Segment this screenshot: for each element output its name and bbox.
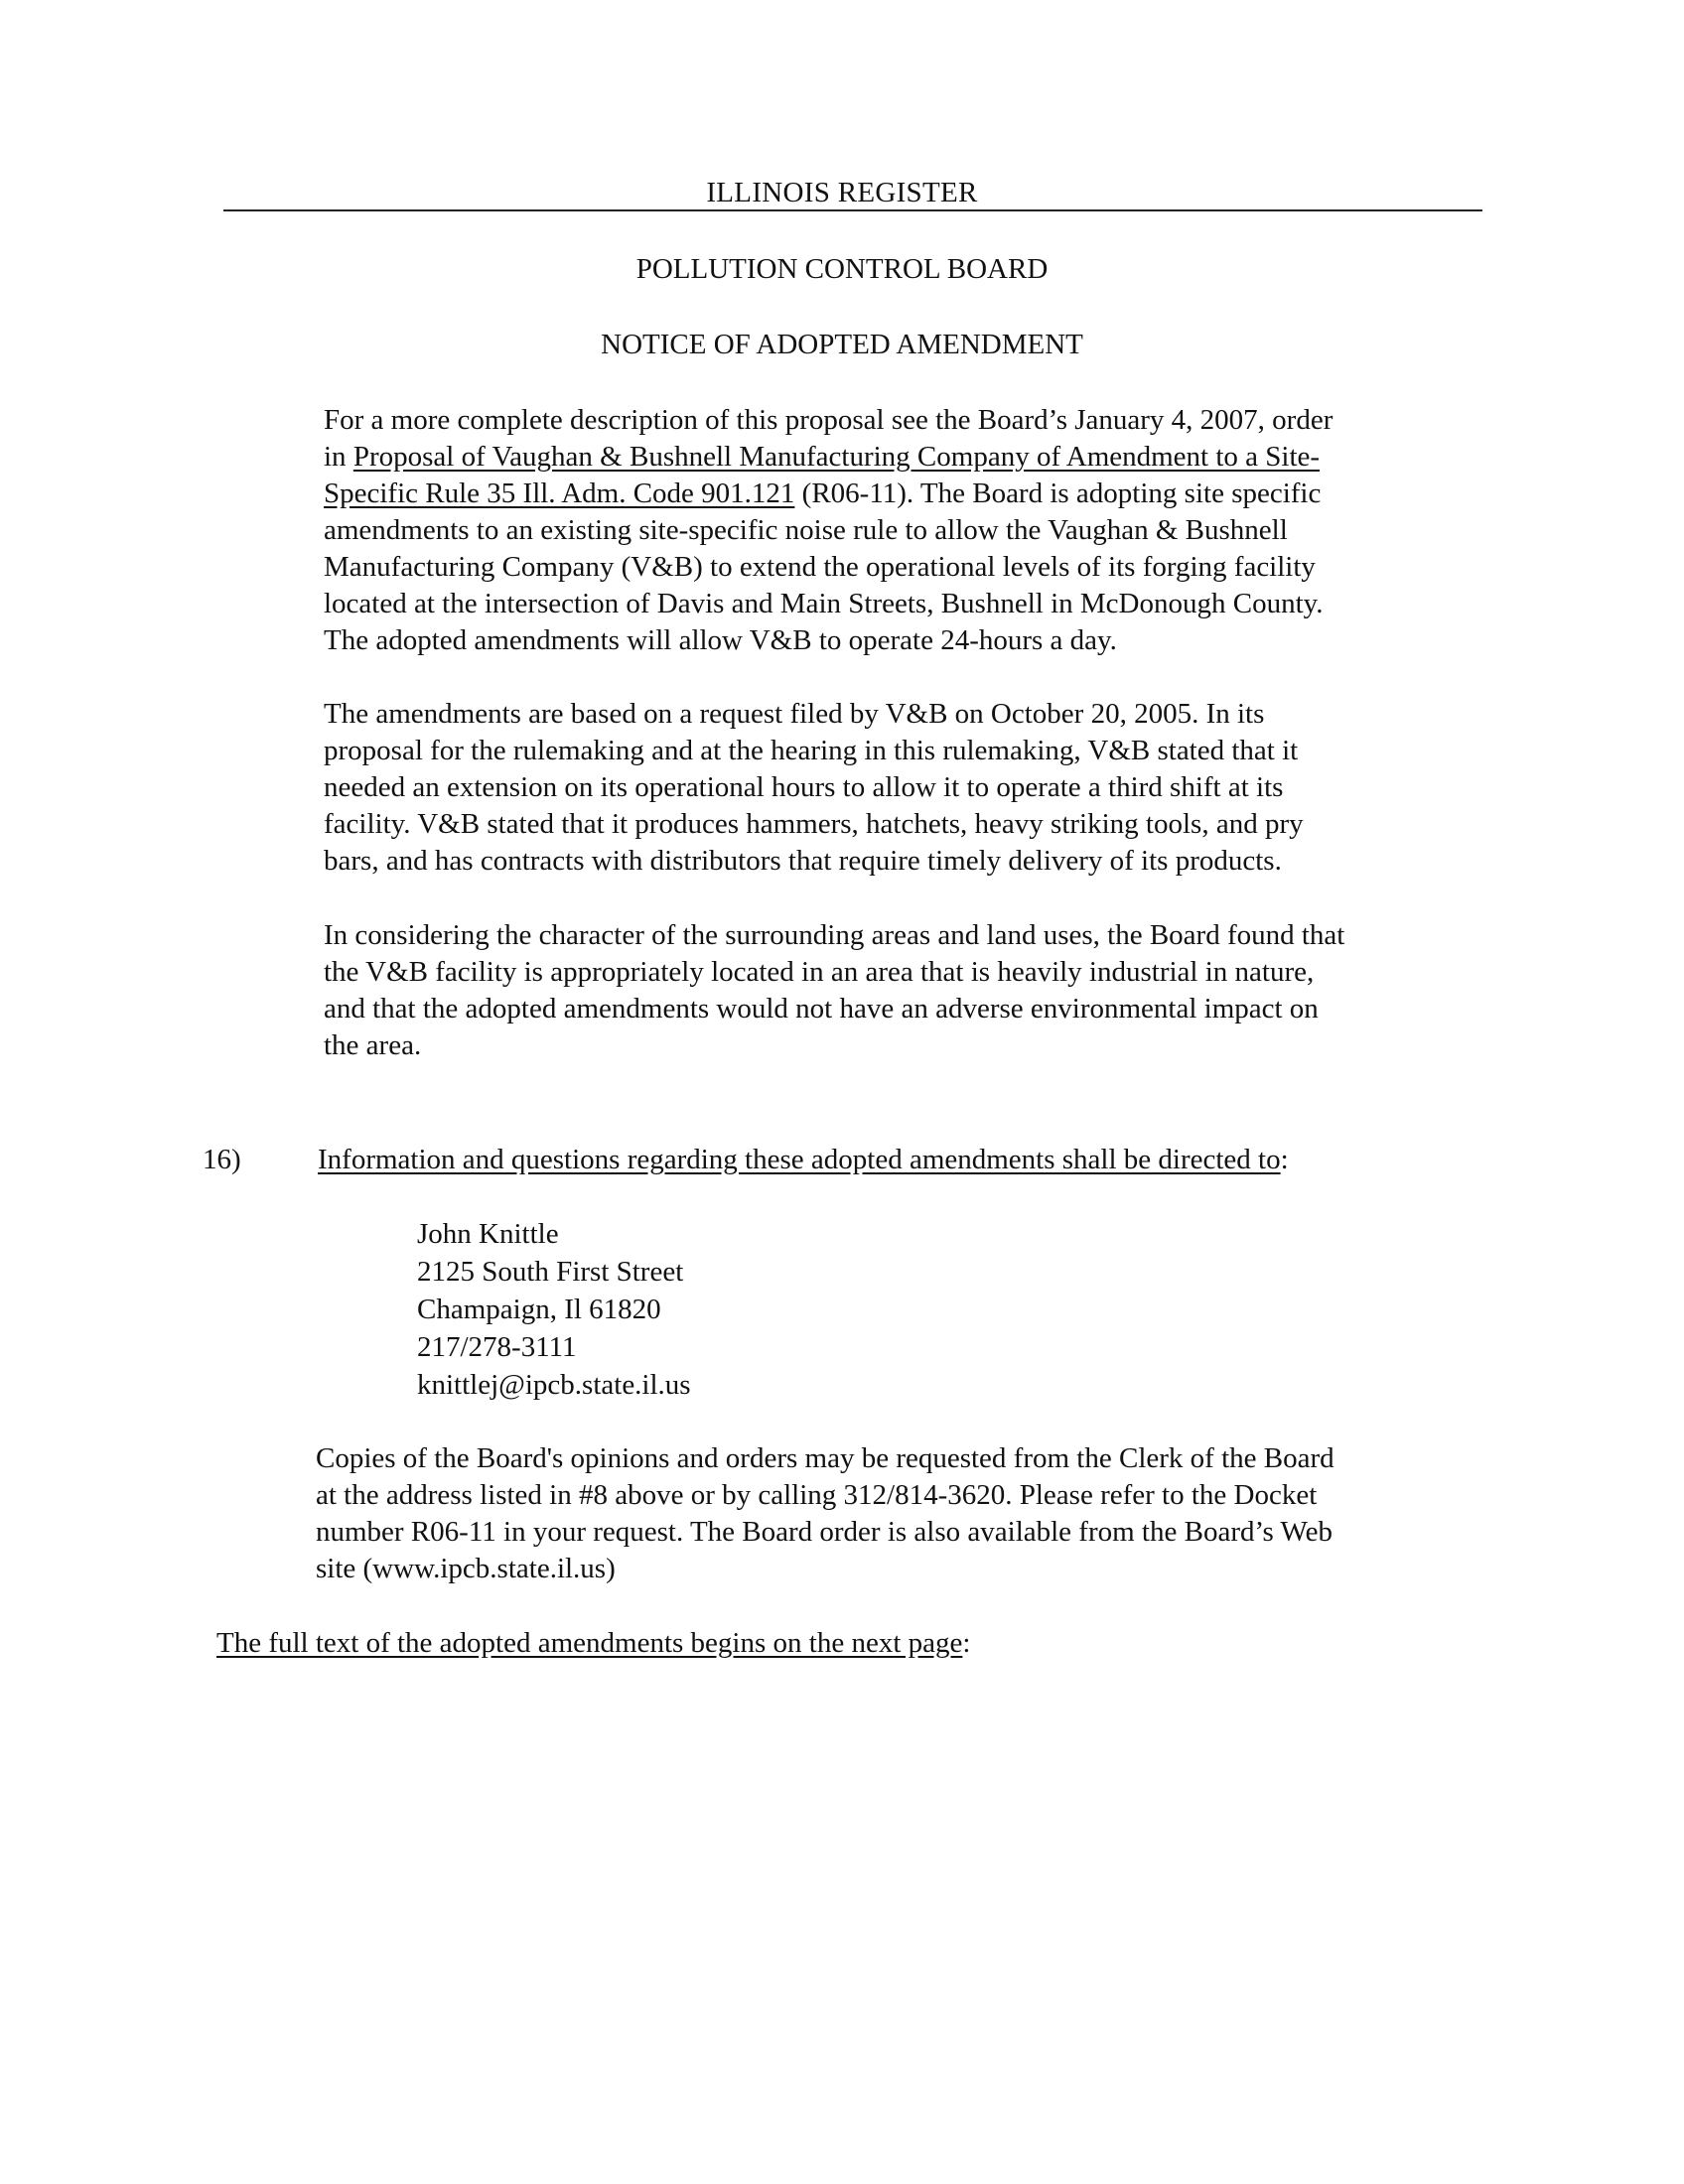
paragraph-line: For a more complete description of this proposal see the Board’s January 4, 2007, order bbox=[324, 404, 1333, 436]
item-heading-colon: : bbox=[1280, 1144, 1289, 1175]
board-heading: POLLUTION CONTROL BOARD bbox=[635, 253, 1049, 285]
paragraph-text: (R06-11). The Board is adopting site specific bbox=[794, 478, 1322, 509]
register-title: ILLINOIS REGISTER bbox=[706, 177, 978, 208]
description-paragraph bbox=[324, 402, 1485, 659]
paragraph-line: The adopted amendments will allow V&B to operate 24-hours a day. bbox=[324, 624, 1117, 656]
contact-street: 2125 South First Street bbox=[417, 1256, 684, 1288]
paragraph-line: Copies of the Board's opinions and orders may be requested from the Clerk of the Board bbox=[316, 1442, 1334, 1474]
full-text-notice bbox=[216, 1625, 970, 1662]
paragraph-line: amendments to an existing site-specific noise rule to allow the Vaughan & Bushnell bbox=[324, 514, 1288, 546]
full-text-notice-text: The full text of the adopted amendments begins on the next page bbox=[216, 1627, 963, 1659]
case-citation-continued: Specific Rule 35 Ill. Adm. Code 901.121 bbox=[324, 478, 795, 509]
paragraph-line: In considering the character of the surrounding areas and land uses, the Board found that bbox=[324, 919, 1345, 951]
paragraph-line: bars, and has contracts with distributors that require timely delivery of its products. bbox=[324, 845, 1282, 877]
paragraph-line: site (www.ipcb.state.il.us) bbox=[316, 1553, 616, 1584]
paragraph-line bbox=[324, 476, 1485, 512]
paragraph-line: the V&B facility is appropriately located in an area that is heavily industrial in nature, bbox=[324, 956, 1315, 988]
contact-email: knittlej@ipcb.state.il.us bbox=[417, 1369, 691, 1401]
paragraph-line: at the address listed in #8 above or by calling 312/814-3620. Please refer to the Docket bbox=[316, 1479, 1318, 1511]
full-text-notice-colon: : bbox=[962, 1627, 971, 1659]
paragraph-line bbox=[324, 439, 1485, 476]
paragraph-line: Manufacturing Company (V&B) to extend the operational levels of its forging facility bbox=[324, 551, 1316, 583]
item-number: 16) bbox=[203, 1144, 241, 1175]
contact-block bbox=[417, 1215, 691, 1404]
notice-heading: NOTICE OF ADOPTED AMENDMENT bbox=[601, 329, 1083, 360]
findings-paragraph bbox=[324, 917, 1485, 1064]
case-citation: Proposal of Vaughan & Bushnell Manufacturing Company of Amendment to a Site- bbox=[352, 441, 1321, 473]
contact-name: John Knittle bbox=[417, 1218, 559, 1250]
copies-paragraph bbox=[316, 1440, 1487, 1587]
paragraph-line: facility. V&B stated that it produces hammers, hatchets, heavy striking tools, and pry bbox=[324, 808, 1304, 840]
header-divider bbox=[223, 209, 1482, 211]
paragraph-line: the area. bbox=[324, 1029, 422, 1061]
paragraph-line: and that the adopted amendments would not have an adverse environmental impact on bbox=[324, 993, 1319, 1024]
item-heading-text: Information and questions regarding these adopted amendments shall be directed to bbox=[318, 1144, 1281, 1175]
paragraph-line: proposal for the rulemaking and at the hearing in this rulemaking, V&B stated that it bbox=[324, 735, 1299, 766]
item-heading bbox=[318, 1142, 1289, 1178]
contact-phone: 217/278-3111 bbox=[417, 1331, 577, 1363]
paragraph-line: needed an extension on its operational hours to allow it to operate a third shift at its bbox=[324, 771, 1284, 803]
paragraph-line: located at the intersection of Davis and Main Streets, Bushnell in McDonough County. bbox=[324, 588, 1324, 619]
paragraph-line: The amendments are based on a request filed by V&B on October 20, 2005. In its bbox=[324, 698, 1265, 730]
paragraph-line: number R06-11 in your request. The Board order is also available from the Board’s Web bbox=[316, 1516, 1333, 1548]
contact-city: Champaign, Il 61820 bbox=[417, 1294, 661, 1325]
paragraph-text: in bbox=[324, 441, 353, 473]
request-paragraph bbox=[324, 696, 1485, 880]
